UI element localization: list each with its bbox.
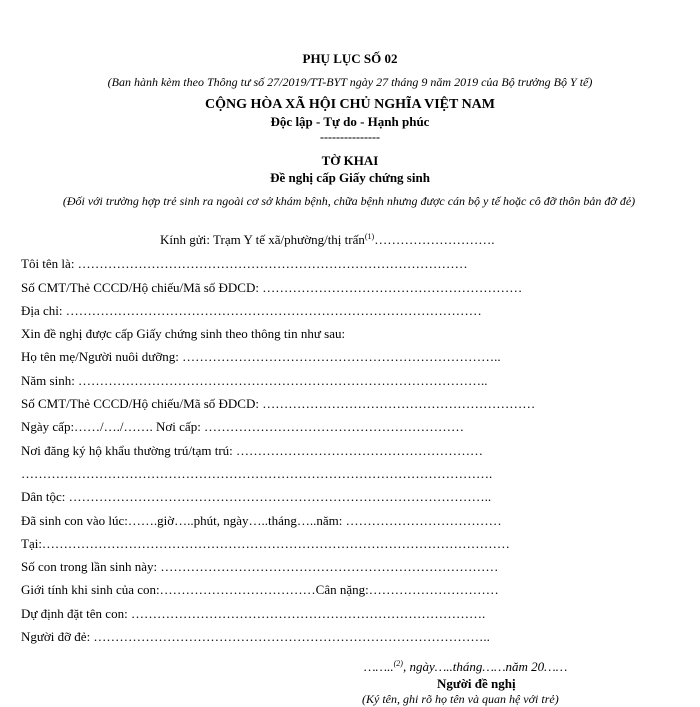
nation-heading: CỘNG HÒA XÃ HỘI CHỦ NGHĨA VIỆT NAM — [204, 97, 495, 112]
field-id-number: Số CMT/Thẻ CCCD/Hộ chiếu/Mã số ĐDCD: …………………………………………………… — [21, 280, 523, 295]
form-note: (Đối với trường hợp trẻ sinh ra ngoài cơ sở khám bệnh, chữa bệnh nhưng được cán bộ y tế hoặc cô đỡ thôn bản đỡ đẻ) — [62, 194, 636, 208]
recipient-dots: ………………………. — [374, 232, 495, 247]
field-issue-date-place: Ngày cấp:……/…./……. Nơi cấp: …………………………………………………… — [21, 419, 465, 434]
form-title: TỜ KHAI — [321, 153, 379, 168]
field-birth-time: Đã sinh con vào lúc:…….giờ…..phút, ngày…..tháng…..năm: ……………………………… — [21, 513, 502, 528]
recipient-footnote-mark: (1) — [364, 232, 375, 241]
motto: Độc lập - Tự do - Hạnh phúc — [270, 114, 430, 129]
field-sex-weight: Giới tính khi sinh của con:………………………………Cân nặng:………………………… — [21, 582, 499, 597]
field-residence-continued: ………………………………………………………………………………………………. — [21, 466, 493, 481]
recipient-text: Kính gửi: Trạm Y tế xã/phường/thị trấn — [160, 232, 365, 247]
signer-note: (Ký tên, ghi rõ họ tên và quan hệ với trẻ) — [362, 692, 559, 706]
field-birth-year: Năm sinh: ………………………………………………………………………………….. — [21, 373, 488, 388]
date-footnote-mark: (2) — [393, 659, 403, 668]
field-full-name: Tôi tên là: ……………………………………………………………………………… — [21, 256, 468, 271]
field-mother-id-number: Số CMT/Thẻ CCCD/Hộ chiếu/Mã số ĐDCD: ……………………………………………………… — [21, 396, 536, 411]
date-line — [364, 659, 567, 675]
field-ethnicity: Dân tộc: …………………………………………………………………………………….. — [21, 489, 492, 504]
field-birth-attendant: Người đỡ đẻ: ……………………………………………………………………………….. — [21, 629, 490, 644]
divider: --------------- — [320, 130, 380, 144]
signer-title: Người đề nghị — [437, 676, 516, 691]
field-number-of-children: Số con trong lần sinh này: …………………………………………………………………… — [21, 559, 499, 574]
issued-with-line: (Ban hành kèm theo Thông tư số 27/2019/TT-BYT ngày 27 tháng 9 năm 2019 của Bộ trưởng Bộ Y tế) — [107, 75, 593, 89]
appendix-title: PHỤ LỤC SỐ 02 — [302, 51, 398, 66]
recipient-line — [160, 232, 494, 248]
field-residence: Nơi đăng ký hộ khẩu thường trú/tạm trú: ………………………………………………… — [21, 443, 484, 458]
field-address: Địa chỉ: …………………………………………………………………………………… — [21, 303, 482, 318]
form-subtitle: Đề nghị cấp Giấy chứng sinh — [270, 170, 430, 185]
date-place: …….. — [364, 659, 394, 674]
field-intended-name: Dự định đặt tên con: ………………………………………………………………………. — [21, 606, 486, 621]
date-text: , ngày…..tháng……năm 20…… — [402, 659, 568, 674]
field-birth-place: Tại:……………………………………………………………………………………………… — [21, 536, 510, 551]
request-statement: Xin đề nghị được cấp Giấy chứng sinh theo thông tin như sau: — [21, 326, 346, 341]
field-mother-name: Họ tên mẹ/Người nuôi dưỡng: ……………………………………………………………….. — [21, 349, 501, 364]
